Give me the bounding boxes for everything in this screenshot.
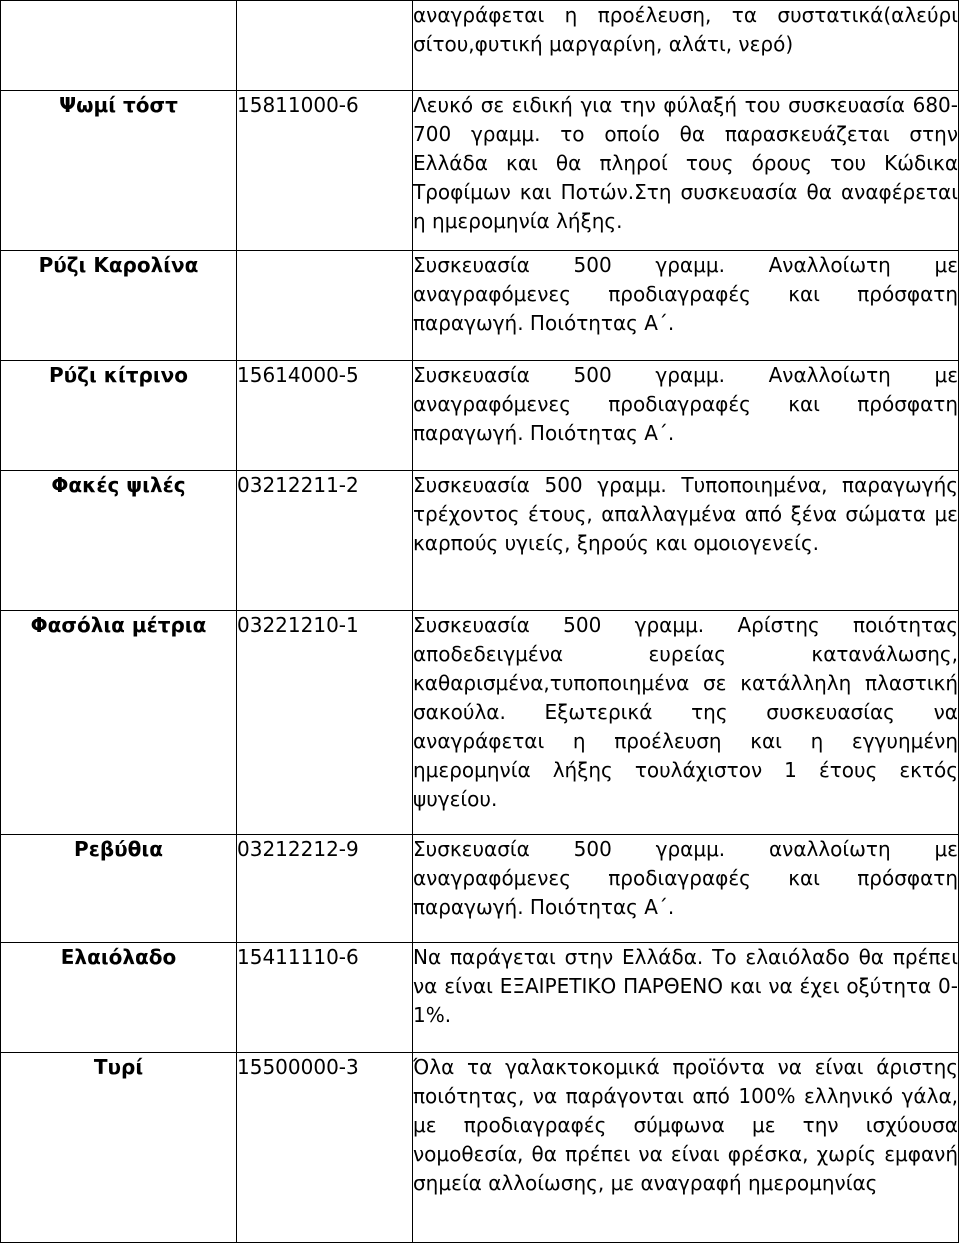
product-code: 03221210-1 bbox=[237, 611, 413, 835]
product-name: Φασόλια μέτρια bbox=[1, 611, 237, 835]
product-name: Ψωμί τόστ bbox=[1, 91, 237, 251]
product-name: Ελαιόλαδο bbox=[1, 943, 237, 1053]
product-name: Ρύζι κίτρινο bbox=[1, 361, 237, 471]
product-code: 03212211-2 bbox=[237, 471, 413, 611]
product-name: Φακές ψιλές bbox=[1, 471, 237, 611]
product-description: Συσκευασία 500 γραμμ. Αναλλοίωτη με αναγραφόμενες προδιαγραφές και πρόσφατη παραγωγή. Ποιότητας Α΄. bbox=[413, 361, 959, 471]
product-description: Συσκευασία 500 γραμμ. Αρίστης ποιότητας αποδεδειγμένα ευρείας κατανάλωσης, καθαρισμένα,τυποποιημένα σε κατάλληλη πλαστική σακούλα. Εξωτερικά της συσκευασίας να αναγράφεται η προέλευση και η εγγυημένη ημερομηνία λήξης τουλάχιστον 1 έτους εκτός ψυγείου. bbox=[413, 611, 959, 835]
product-code bbox=[237, 1, 413, 91]
product-code: 03212212-9 bbox=[237, 835, 413, 943]
product-name: Ρεβύθια bbox=[1, 835, 237, 943]
table-row bbox=[1, 251, 959, 361]
product-code: 15811000-6 bbox=[237, 91, 413, 251]
table-row bbox=[1, 361, 959, 471]
table-row bbox=[1, 835, 959, 943]
product-description: Συσκευασία 500 γραμμ. Τυποποιημένα, παραγωγής τρέχοντος έτους, απαλλαγμένα από ξένα σώματα με καρπούς υγιείς, ξηρούς και ομοιογενείς. bbox=[413, 471, 959, 611]
product-description: Λευκό σε ειδική για την φύλαξή του συσκευασία 680-700 γραμμ. το οποίο θα παρασκευάζεται στην Ελλάδα και θα πληροί τους όρους του Κώδικα Τροφίμων και Ποτών.Στη συσκευασία θα αναφέρεται η ημερομηνία λήξης. bbox=[413, 91, 959, 251]
product-description: Να παράγεται στην Ελλάδα. Το ελαιόλαδο θα πρέπει να είναι ΕΞΑΙΡΕΤΙΚΟ ΠΑΡΘΕΝΟ και να έχει οξύτητα 0-1%. bbox=[413, 943, 959, 1053]
product-code: 15614000-5 bbox=[237, 361, 413, 471]
table-row bbox=[1, 943, 959, 1053]
product-name bbox=[1, 1, 237, 91]
product-name: Ρύζι Καρολίνα bbox=[1, 251, 237, 361]
table-row bbox=[1, 1, 959, 91]
product-code: 15411110-6 bbox=[237, 943, 413, 1053]
product-description: Όλα τα γαλακτοκομικά προϊόντα να είναι άριστης ποιότητας, να παράγονται από 100% ελληνικό γάλα, με προδιαγραφές σύμφωνα με την ισχύουσα νομοθεσία, θα πρέπει να είναι φρέσκα, χωρίς εμφανή σημεία αλλοίωσης, με αναγραφή ημερομηνίας bbox=[413, 1053, 959, 1243]
table-row bbox=[1, 611, 959, 835]
product-description: Συσκευασία 500 γραμμ. αναλλοίωτη με αναγραφόμενες προδιαγραφές και πρόσφατη παραγωγή. Ποιότητας Α΄. bbox=[413, 835, 959, 943]
table-row bbox=[1, 91, 959, 251]
product-description: Συσκευασία 500 γραμμ. Αναλλοίωτη με αναγραφόμενες προδιαγραφές και πρόσφατη παραγωγή. Ποιότητας Α΄. bbox=[413, 251, 959, 361]
product-code: 15500000-3 bbox=[237, 1053, 413, 1243]
table-row bbox=[1, 471, 959, 611]
product-name: Τυρί bbox=[1, 1053, 237, 1243]
product-code bbox=[237, 251, 413, 361]
table-row bbox=[1, 1053, 959, 1243]
product-description: αναγράφεται η προέλευση, τα συστατικά(αλεύρι σίτου,φυτική μαργαρίνη, αλάτι, νερό) bbox=[413, 1, 959, 91]
